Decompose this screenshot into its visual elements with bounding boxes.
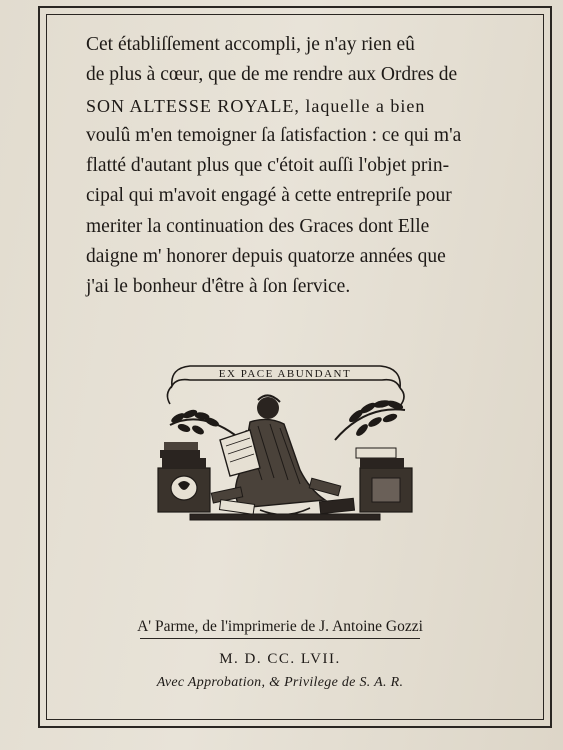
body-line: Cet établiſſement accompli, je n'ay rien eû: [86, 34, 415, 55]
body-line: cipal qui m'avoit engagé à cette entrepriſe pour: [86, 185, 452, 207]
motto-banner: [167, 366, 404, 406]
woodcut-vignette: [150, 350, 420, 540]
motto-text: EX PACE ABUNDANT: [218, 368, 352, 380]
right-pedestal: [356, 448, 412, 512]
imprint-rule: [140, 638, 420, 639]
left-pedestal: [158, 442, 210, 512]
body-line: voulû m'en temoigner ſa ſatisfaction : ce qui m'a: [86, 124, 462, 146]
body-line: meriter la continuation des Graces dont Elle: [86, 215, 430, 237]
body-line: flatté d'autant plus que c'étoit auſſi l'objet prin-: [86, 155, 450, 177]
colophon: [60, 618, 500, 691]
body-line: j'ai le bonheur d'être à ſon ſervice.: [86, 276, 351, 298]
body-paragraph: [86, 30, 520, 303]
imprint-line: A' Parme, de l'imprimerie de J. Antoine Gozzi: [137, 618, 423, 635]
approval-line: Avec Approbation, & Privilege de S. A. R.: [156, 675, 404, 690]
body-line: de plus à cœur, que de me rendre aux Ordres de: [86, 64, 458, 86]
body-line: SON ALTESSE ROYALE, laquelle a bien: [86, 95, 426, 116]
laurel-branch-left: [170, 409, 235, 436]
body-line: daigne m' honorer depuis quatorze années que: [86, 246, 446, 268]
laurel-branch-right: [335, 399, 405, 440]
publication-date: M. D. CC. LVII.: [219, 651, 341, 667]
